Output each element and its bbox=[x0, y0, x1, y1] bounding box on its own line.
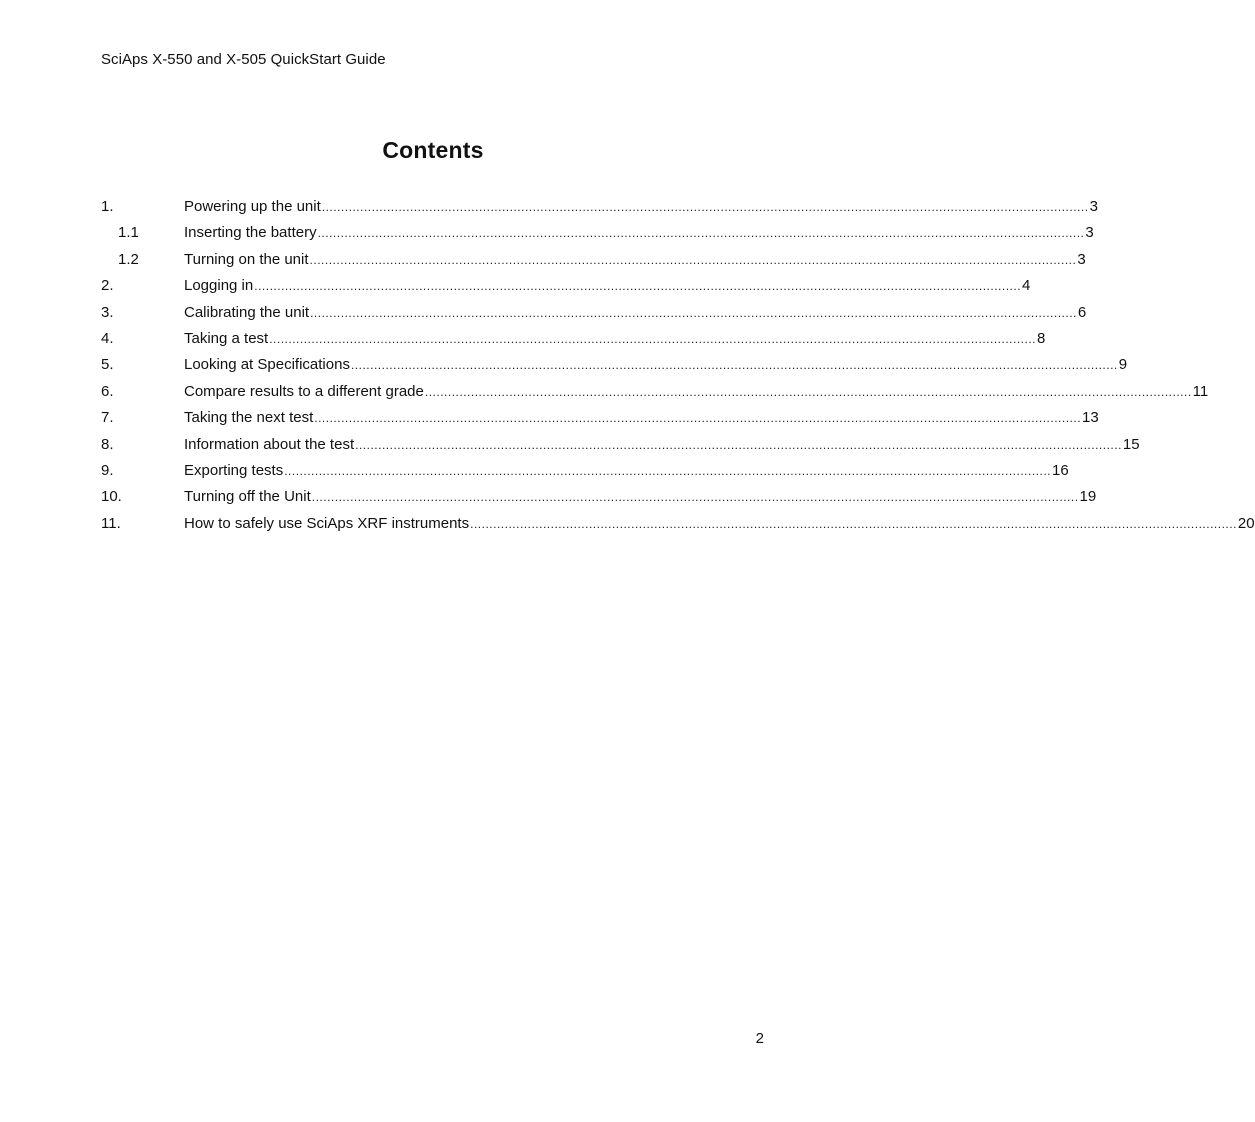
toc-dot-leader: ........................................................................................................................................................................................................ bbox=[424, 384, 1192, 399]
toc-entry-number: 6. bbox=[101, 382, 114, 400]
toc-entry[interactable] bbox=[101, 328, 1046, 354]
toc-dot-leader: ........................................................................................................................................................................................................ bbox=[310, 305, 1077, 320]
toc-entry[interactable] bbox=[101, 460, 1069, 486]
toc-entry-number: 7. bbox=[101, 409, 114, 427]
toc-dot-leader: ........................................................................................................................................................................................................ bbox=[269, 331, 1037, 346]
toc-entry-label: Powering up the unit bbox=[184, 198, 321, 215]
toc-entry-number: 5. bbox=[101, 356, 114, 374]
toc-entry-label: Information about the test bbox=[184, 435, 355, 453]
toc-entry[interactable] bbox=[101, 513, 1255, 539]
toc-entry-label: How to safely use SciAps XRF instruments bbox=[184, 514, 470, 532]
toc-entry[interactable] bbox=[101, 486, 1097, 512]
toc-dot-leader: ........................................................................................................................................................................................................ bbox=[254, 279, 1022, 294]
toc-dot-leader: ........................................................................................................................................................................................................ bbox=[317, 226, 1085, 241]
toc-entry[interactable] bbox=[101, 222, 1094, 248]
toc-entry[interactable] bbox=[101, 434, 1140, 460]
toc-dot-leader: ........................................................................................................................................................................................................ bbox=[350, 358, 1118, 373]
toc-dot-leader: ........................................................................................................................................................................................................ bbox=[309, 252, 1077, 267]
toc-entry-page: 3 bbox=[1085, 224, 1094, 242]
toc-entry-page: 4 bbox=[1022, 277, 1031, 295]
toc-entry-page: 3 bbox=[1089, 198, 1098, 215]
toc-entry-page: 11 bbox=[1192, 382, 1209, 400]
toc-dot-leader: ........................................................................................................................................................................................................ bbox=[284, 463, 1052, 478]
toc-entry-page: 3 bbox=[1077, 250, 1086, 268]
toc-entry-label: Turning off the Unit bbox=[184, 488, 311, 506]
toc-entry[interactable] bbox=[101, 407, 1099, 433]
toc-entry[interactable] bbox=[101, 354, 1128, 380]
table-of-contents bbox=[101, 196, 1255, 539]
toc-entry-page: 9 bbox=[1118, 356, 1128, 374]
toc-entry-number: 4. bbox=[101, 329, 114, 347]
toc-dot-leader: ........................................................................................................................................................................................................ bbox=[355, 437, 1122, 452]
toc-entry-label: Turning on the unit bbox=[184, 250, 309, 268]
toc-entry-number: 3. bbox=[101, 303, 114, 321]
toc-entry-page: 15 bbox=[1122, 435, 1140, 453]
toc-entry-number: 2. bbox=[101, 277, 114, 295]
toc-entry-number: 9. bbox=[101, 461, 114, 479]
toc-entry[interactable] bbox=[101, 302, 1087, 328]
page-number: 2 bbox=[755, 1030, 764, 1047]
toc-entry-label: Calibrating the unit bbox=[184, 303, 310, 321]
toc-dot-leader: ........................................................................................................................................................................................................ bbox=[470, 516, 1237, 531]
toc-entry-label: Compare results to a different grade bbox=[184, 382, 424, 400]
toc-entry-page: 16 bbox=[1052, 461, 1069, 479]
toc-entry[interactable] bbox=[101, 249, 1086, 275]
document-header: SciAps X-550 and X-505 QuickStart Guide bbox=[101, 51, 386, 68]
contents-heading: Contents bbox=[382, 137, 484, 163]
toc-dot-leader: ........................................................................................................................................................................................................ bbox=[311, 490, 1079, 505]
toc-entry[interactable] bbox=[101, 275, 1031, 301]
toc-entry-label: Exporting tests bbox=[184, 461, 284, 479]
toc-entry[interactable] bbox=[101, 381, 1209, 407]
toc-entry-number: 10. bbox=[101, 488, 122, 506]
toc-entry[interactable] bbox=[101, 196, 1098, 222]
toc-entry-number: 11. bbox=[101, 514, 121, 532]
toc-entry-number: 1. bbox=[101, 198, 114, 215]
toc-entry-label: Logging in bbox=[184, 277, 254, 295]
toc-entry-label: Taking a test bbox=[184, 329, 269, 347]
toc-entry-page: 13 bbox=[1082, 409, 1099, 427]
toc-entry-label: Looking at Specifications bbox=[184, 356, 350, 374]
toc-entry-label: Taking the next test bbox=[184, 409, 314, 427]
toc-entry-number: 1.2 bbox=[118, 250, 139, 268]
toc-entry-page: 8 bbox=[1037, 329, 1046, 347]
toc-entry-number: 1.1 bbox=[118, 224, 139, 242]
toc-dot-leader: ........................................................................................................................................................................................................ bbox=[314, 411, 1082, 426]
toc-entry-label: Inserting the battery bbox=[184, 224, 317, 242]
toc-entry-page: 19 bbox=[1079, 488, 1097, 506]
toc-entry-number: 8. bbox=[101, 435, 114, 453]
toc-entry-page: 20 bbox=[1237, 514, 1255, 532]
toc-dot-leader: ........................................................................................................................................................................................................ bbox=[321, 200, 1089, 214]
toc-entry-page: 6 bbox=[1077, 303, 1087, 321]
